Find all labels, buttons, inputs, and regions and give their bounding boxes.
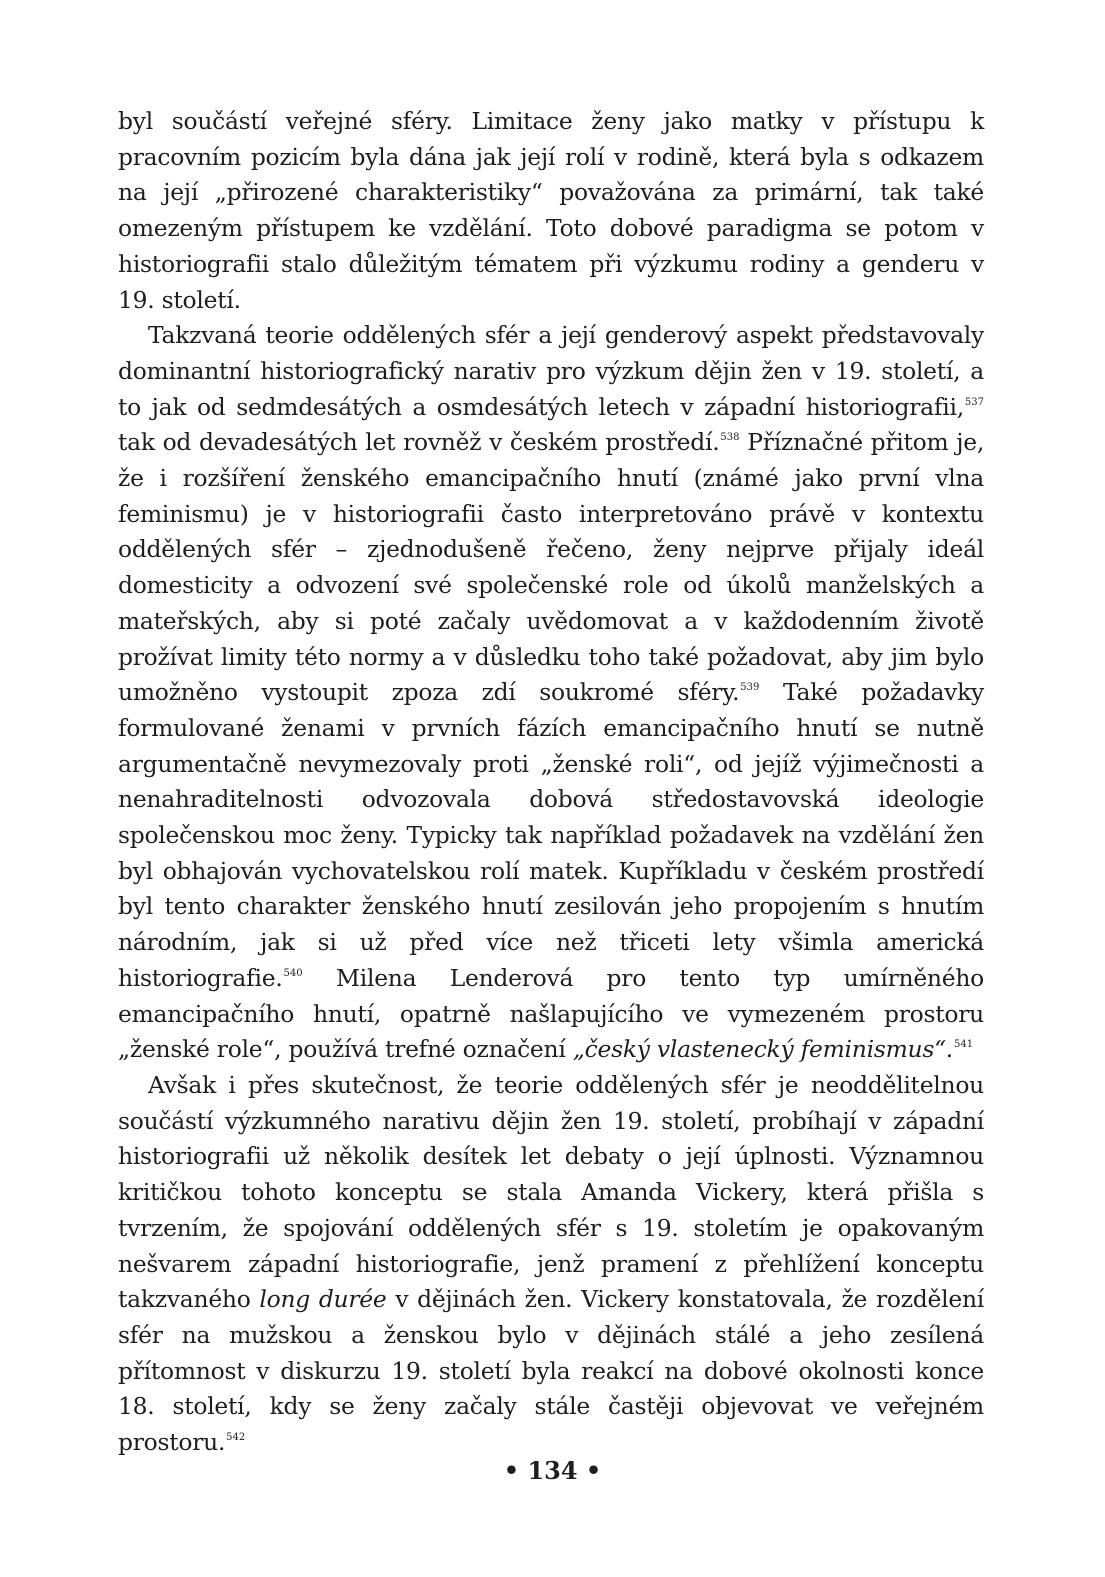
- text-run: tak od devadesátých let rovněž v českém prostředí.: [118, 428, 720, 457]
- text-run: v dějinách žen. Vickery konstatovala, že rozdělení sfér na mužskou a ženskou bylo v dějinách stálé a jeho zesílená přítomnost v diskurzu 19. století byla reakcí na dobové okolnosti konce 18. století, kdy se ženy začaly stále častěji objevovat ve veřejném prostoru.: [118, 1285, 984, 1457]
- text-run: byl součástí veřejné sféry. Limitace ženy jako matky v přístupu k pracovním pozicím byla dána jak její rolí v rodině, která byla s odkazem na její „přirozené charakteristiky“ považována za primární, tak také omezeným přístupem ke vzdělání. Toto dobové paradigma se potom v historiografii stalo důležitým tématem při výzkumu rodiny a genderu v 19. století.: [118, 107, 984, 314]
- footnote-ref: 539: [740, 682, 760, 694]
- text-run: .: [945, 1035, 953, 1064]
- italic-quote: „český vlastenecký feminismus“: [572, 1035, 946, 1064]
- paragraph: [118, 104, 984, 318]
- footnote-ref: 540: [283, 967, 303, 979]
- footnote-ref: 537: [964, 396, 984, 408]
- text-run: Také požadavky formulované ženami v prvních fázích emancipačního hnutí se nutně argumentačně nevymezovaly proti „ženské roli“, od jejíž výjimečnosti a nenahraditelnosti odvozovala dobová středostavovská ideologie společenskou moc ženy. Typicky tak například požadavek na vzdělání žen byl obhajován vychovatelskou rolí matek. Kupříkladu v českém prostředí byl tento charakter ženského hnutí zesilován jeho propojením s hnutím národním, jak si už před více než třiceti lety všimla americká historiografie.: [118, 678, 984, 992]
- text-run: Takzvaná teorie oddělených sfér a její genderový aspekt představovaly dominantní historiografický narativ pro výzkum dějin žen v 19. století, a to jak od sedmdesátých a osmdesátých letech v západní historiografii,: [118, 321, 984, 421]
- paragraph: [118, 1068, 984, 1461]
- text-run: Milena Lenderová pro tento typ umírněného emancipačního hnutí, opatrně našlapujícího ve vymezeném prostoru „ženské role“, používá trefné označení: [118, 963, 984, 1064]
- page-number: • 134 •: [503, 1456, 602, 1485]
- body-text: [118, 104, 984, 1461]
- paragraph: [118, 318, 984, 1068]
- footnote-ref: 542: [226, 1432, 246, 1444]
- italic-term: long durée: [259, 1285, 387, 1314]
- footnote-ref: 541: [953, 1039, 974, 1051]
- text-run: Příznačné přitom je, že i rozšíření ženského emancipačního hnutí (známé jako první vlna feminismu) je v historiografii často interpretováno právě v kontextu oddělených sfér – zjednodušeně řečeno, ženy nejprve přijaly ideál domesticity a odvození své společenské role od úkolů manželských a mateřských, aby si poté začaly uvědomovat a v každodenním životě prožívat limity této normy a v důsledku toho také požadovat, aby jim bylo umožněno vystoupit zpoza zdí soukromé sféry.: [118, 428, 984, 707]
- footnote-ref: 538: [720, 432, 740, 444]
- text-run: Avšak i přes skutečnost, že teorie oddělených sfér je neoddělitelnou součástí výzkumného narativu dějin žen 19. století, probíhají v západní historiografii už několik desítek let debaty o její úplnosti. Významnou kritičkou tohoto konceptu se stala Amanda Vickery, která přišla s tvrzením, že spojování oddělených sfér s 19. stoletím je opakovaným nešvarem západní historiografie, jenž pramení z přehlížení konceptu takzvaného: [118, 1070, 984, 1314]
